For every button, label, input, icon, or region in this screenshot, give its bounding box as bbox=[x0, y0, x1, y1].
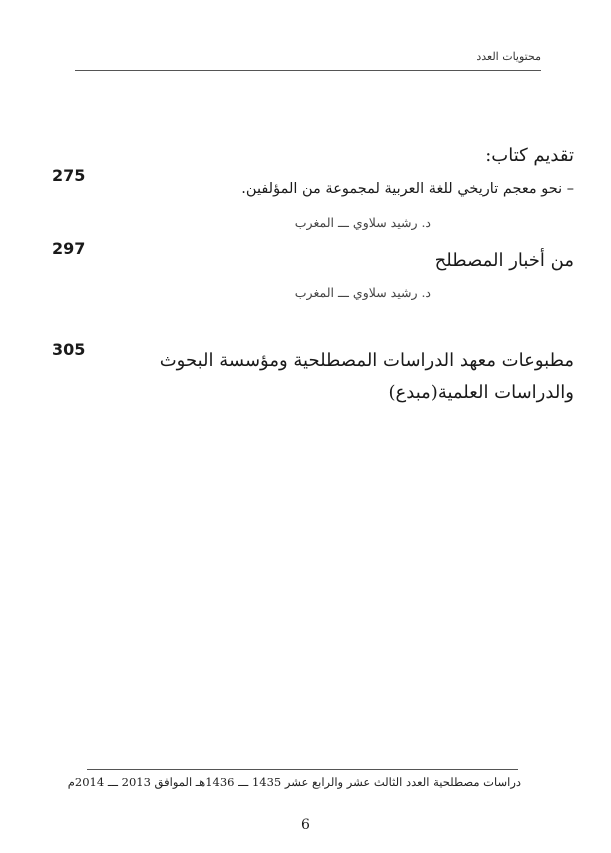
section-heading-term-news: من أخبار المصطلح bbox=[434, 250, 574, 271]
section-heading-book-review: تقديم كتاب: bbox=[485, 145, 574, 166]
page-number-305: 305 bbox=[52, 340, 86, 359]
page-number-297: 297 bbox=[52, 239, 86, 258]
toc-entry-author: د. رشيد سلاوي ـــ المغرب bbox=[294, 285, 431, 300]
section-heading-publications: مطبوعات معهد الدراسات المصطلحية ومؤسسة البحوث والدراسات العلمية(مبدع) bbox=[159, 350, 574, 403]
footer-divider bbox=[87, 769, 518, 770]
toc-entry-author: د. رشيد سلاوي ـــ المغرب bbox=[294, 215, 431, 230]
page-number: 6 bbox=[301, 817, 310, 833]
toc-entry-title: – نحو معجم تاريخي للغة العربية لمجموعة من المؤلفين. bbox=[241, 181, 574, 197]
header-divider bbox=[75, 70, 541, 71]
page-number-275: 275 bbox=[52, 166, 86, 185]
journal-issue-line: دراسات مصطلحية العدد الثالث عشر والرابع عشر 1435 ـــ 1436هـ الموافق 2013 ـــ 2014م bbox=[67, 775, 521, 789]
running-header-title: محتويات العدد bbox=[476, 50, 541, 63]
